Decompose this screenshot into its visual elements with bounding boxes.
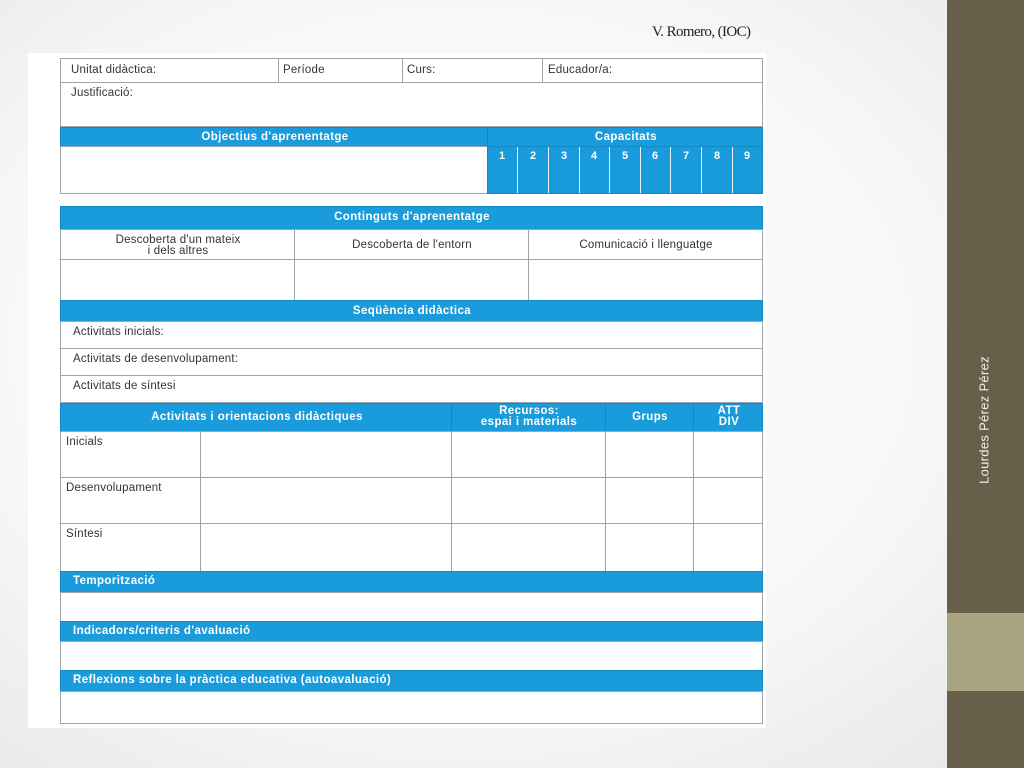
activitats-cell: [200, 477, 452, 524]
sidebar-author-text: Lourdes Pérez Pérez: [976, 356, 992, 484]
field-unitat-label: Unitat didàctica:: [71, 64, 157, 76]
capacitat-number: 5: [621, 150, 629, 162]
activitats-cell: [693, 431, 763, 478]
capacitats-grid: [487, 146, 763, 194]
att-div-header-label: ATT DIV: [717, 405, 741, 428]
field-justificacio-label: Justificació:: [71, 87, 134, 99]
recursos-header-label: Recursos: espai i materials: [480, 405, 578, 428]
temporitzacio-content: [60, 592, 763, 622]
capacitat-number: 8: [713, 150, 721, 162]
att-div-header: [693, 403, 763, 432]
sequencia-row-label: Activitats de síntesi: [73, 380, 176, 392]
sequencia-row-label: Activitats de desenvolupament:: [73, 353, 239, 365]
indicadors-header: [60, 621, 763, 642]
activitats-row-label: Síntesi: [66, 528, 103, 540]
sequencia-row-label: Activitats inicials:: [73, 326, 164, 338]
continguts-col-label: Comunicació i llenguatge: [579, 239, 713, 251]
capacitat-number: 6: [651, 150, 659, 162]
activitats-cell: [693, 523, 763, 572]
activitats-cell: [451, 477, 606, 524]
activitats-cell: [605, 431, 694, 478]
activitats-header: [60, 403, 452, 432]
capacitat-number: 2: [529, 150, 537, 162]
activitats-row-label-cell: [60, 477, 201, 524]
didactic-unit-form: [28, 53, 766, 728]
capacitat-number: 1: [498, 150, 506, 162]
field-periode-label: Període: [283, 64, 325, 76]
continguts-col-entorn: [294, 229, 529, 260]
capacitat-number: 3: [560, 150, 568, 162]
capacitats-header-label: Capacitats: [594, 131, 658, 143]
activitats-cell: [451, 431, 606, 478]
continguts-col-label: Descoberta d'un mateix i dels altres: [115, 234, 241, 257]
grups-header: [605, 403, 694, 432]
field-periode: [278, 58, 403, 83]
sequencia-row: [60, 348, 763, 376]
continguts-header-label: Continguts d'aprenentatge: [334, 211, 490, 223]
sequencia-row: [60, 375, 763, 403]
activitats-row-label-cell: [60, 523, 201, 572]
objectius-header: [60, 127, 488, 147]
continguts-col-label: Descoberta de l'entorn: [352, 239, 472, 251]
reflexions-content: [60, 691, 763, 724]
activitats-row-label-cell: [60, 431, 201, 478]
objectius-header-label: Objectius d'aprenentatge: [201, 131, 349, 143]
sequencia-row: [60, 321, 763, 349]
continguts-col-mateix: [60, 229, 295, 260]
field-educador-label: Educador/a:: [548, 64, 613, 76]
reflexions-header: [60, 670, 763, 692]
activitats-row-label: Inicials: [66, 436, 103, 448]
field-curs: [402, 58, 543, 83]
capacitats-header: [487, 127, 763, 147]
indicadors-content: [60, 641, 763, 671]
capacitat-number: 7: [682, 150, 690, 162]
capacitat-number: 4: [590, 150, 598, 162]
field-justificacio: [60, 82, 763, 127]
grups-header-label: Grups: [632, 411, 668, 423]
activitats-cell: [200, 431, 452, 478]
continguts-header: [60, 206, 763, 230]
activitats-cell: [451, 523, 606, 572]
continguts-cell: [294, 259, 529, 301]
recursos-header: [451, 403, 606, 432]
field-curs-label: Curs:: [407, 64, 436, 76]
continguts-cell: [60, 259, 295, 301]
sidebar-accent-block: [947, 613, 1024, 691]
activitats-header-label: Activitats i orientacions didàctiques: [151, 411, 363, 423]
indicadors-header-label: Indicadors/criteris d'avaluació: [73, 625, 251, 637]
temporitzacio-header: [60, 571, 763, 593]
activitats-cell: [605, 477, 694, 524]
temporitzacio-header-label: Temporització: [73, 575, 156, 587]
reflexions-header-label: Reflexions sobre la pràctica educativa (autoavaluació): [73, 674, 392, 686]
objectius-content: [60, 146, 488, 194]
author-credit: V. Romero, (IOC): [652, 24, 751, 40]
sequencia-header-label: Seqüència didàctica: [352, 305, 472, 317]
activitats-row-label: Desenvolupament: [66, 482, 162, 494]
sequencia-header: [60, 300, 763, 322]
continguts-col-comunicacio: [528, 229, 763, 260]
capacitat-number: 9: [743, 150, 751, 162]
field-unitat: [60, 58, 279, 83]
activitats-cell: [605, 523, 694, 572]
continguts-cell: [528, 259, 763, 301]
activitats-cell: [200, 523, 452, 572]
activitats-cell: [693, 477, 763, 524]
field-educador: [542, 58, 763, 83]
